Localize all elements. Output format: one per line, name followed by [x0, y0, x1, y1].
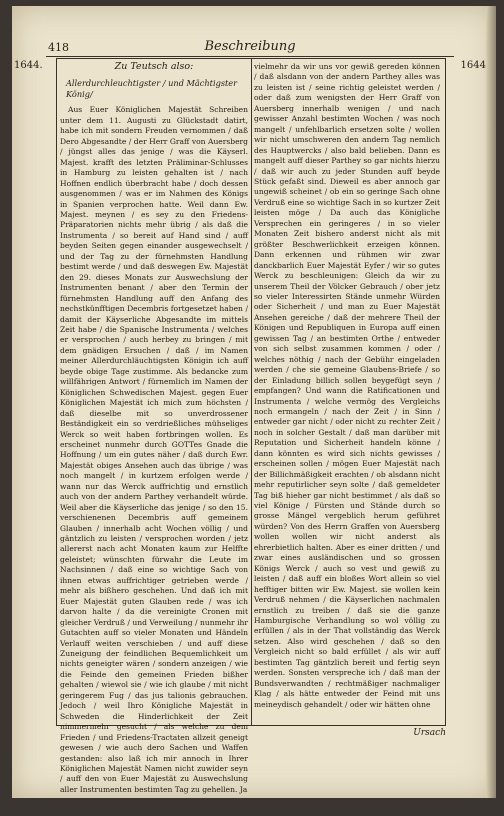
running-title: Beschreibung: [204, 39, 296, 54]
column-divider: [251, 59, 252, 725]
letter-heading: Zu Teutsch also:: [114, 61, 194, 72]
left-column: [60, 61, 248, 794]
letter-salutation: Allerdurchleuchtigster / und Mächtigster König/: [66, 78, 238, 100]
margin-year-right: 1644: [460, 60, 486, 71]
right-column: [254, 62, 440, 722]
page-number: 418: [48, 41, 69, 54]
margin-year-left: 1644.: [14, 60, 43, 71]
left-column-paragraph: Aus Euer Königlichen Majestät Schreiben unter dem 11. Augusti zu Glückstadt datirt, habe ich mit sondern Freuden vernommen / daß Dero Abgesandte / der Herr Graff von Auersberg / jüngst alles das jenige / was die Käyserl. Majest. krafft des letzten Präliminar-Schlusses in Hamburg zu leisten gehalten ist / nach Hoffnen endlich überbracht habe / doch dessen ausgenommen / was er im Nahmen des Königs in Spanien verprochen hatte. Weil dann Ew. Majest. meynen / es sey zu den Friedens-Präparatorien nichts mehr übrig / als daß die Instrumenta / so bereit auf Hand sind / auff beyden Seiten gegen einander ausgewechselt / und der Tag zu der fürnehmsten Handlung bestimt werde / und daß deswegen Ew. Majestät den 29. dieses Monats zur Auswechslung der Instrumenten benant / aber den Termin der fürnehmsten Handlung auff den Anfang des nechstkünfftigen Decembris fortgesetzet haben / damit der Käyserliche Abgesandte im mittels Zeit habe / die Spanische Instrumenta / welches er versprochen / auch herbey zu bringen / mit dem gnädigen Ersuchen / daß / im Namen meiner Allerdurchläuchtigsten Königin ich auff beyde obige Tage zustimme. Als bedancke zum willfährigen Antwort / fürnemlich im Namen der Königlichen Schwedischen Majest. gegen Euer Königlichen Majestät ich mich zum höchsten / daß dieselbe mit so unverdrossener Beständigkeit ein so verdrießliches mühseliges Werck so weit haben fortbringen wollen. Es erscheinet nunmehr durch GOTTes Gnade die Hoffnung / um ein gutes näher / daß durch Ewr. Majestät obiges Ansehen auch das übrige / was noch mangelt / in kurtzem erfolgen werde / wann nur das Werck auffrichtig und ernstlich auch von der andern Parthey verhandelt würde. Weil aber die Käyserliche das jenige / so den 15. verschienenen Decembris auff gemeinem Glauben / innerhalb acht Wochen völlig / und gäntzlich zu leisten / versprochen worden / jetz allererst nach acht Monaten kaum zur Helffte geleistet; wünschten fürwahr die Leute im Nachsinnen / daß eine so wichtige Sach von ihnen etwas auffrichtiger getrieben werde / mehr als bißhero geschehen. Und daß ich mit Euer Majestät guten Glauben rede / was ich darvon halte / da die vereinigte Cronen mit gleicher Verdruß / und Verweilung / nunmehr ihr Gutachten auff so vieler Monaten und Händeln Verlauff weiten verschieben / und auff diese Zuneigung der feindlichen Bequemlichkeit um nichts geneigter wären / sondern anzeigen / wie die Feinde den gemeinen Frieden bißher gehalten / wiewol sie / wie ich glaube / mit nicht geringerem Fug / das jus talionis gebrauchen. Jedoch / weil Ihro Königliche Majestät in Schweden die Hinderlichkeit der Zeit nimmermehr gesucht / als welche zu dem Frieden / und Friedens-Tractaten allzeit geneigt gewesen / wie auch dero Sachen und Waffen gestanden: also laß ich mir annoch in Ihrer Königlichen Majestät Namen nicht zuwider seyn / auff den von Euer Majestät zu Auswechslung aller Instrumenten bestimten Tag zu gehellen. Ja: [60, 105, 248, 794]
catchword: Ursach: [413, 728, 446, 738]
right-column-paragraph: vielmehr da wir uns vor gewiß gereden können / daß alsdann von der andern Parthey alles was zu leisten ist / seine richtig geleistet werden / oder daß zum wenigsten der Herr Graff von Auersberg innerhalb wenigen / und nach gewisser Anzahl bestimten Wochen / was noch mangelt / unfehlbarlich ersetzen solte / wollen wir nicht umschweren den andern Tag nemlich des Hauptwercks / also bald belieben. Dann es mangelt auff dieser Parthey so gar nichts hierzu / daß wir auch zu jeder Stunden auff beyde Stück gefaßt sind. Dieweil es aber annoch gar ungewiß scheinet / ob ein so geringe Sach ohne Verdruß eine so wichtige Sach in so kurtzer Zeit leisten möge / Da auch das Königliche Versprechen ein geringeres / in so vieler Monaten Zeit bishero anderst nicht als mit größter Beschwerlichkeit erzeigen können. Dann erkennen und rühmen wir zwar danckbarlich Euer Majestät Eyfer / wir so gutes Werck zu beschleunigen: Gleich da wir zu unserem Theil der Völcker Gebrauch / ober jetz so vieler Interessirten Stände unmehr Würden oder Sicherheit / und man zu Euer Majestät Ansehen gereiche / daß der mehrere Theil der Königen und Republiquen in Europa auff einen gewissen Tag / an bestimten Orthe / entweder von sich selbst zusammen kommen / oder / welches nöthig / nach der Gebühr eingeladen werden / che sie gemeine Glaubens-Briefe / so der Einladung billich sollen beygefügt seyn / empfangen? Und wann die Ratificationen und Instrumenta / welche vermög des Vergleichs noch ermangeln / nach der Zeit / in Sinn / entweder gar nicht / oder nicht zu rechter Zeit / noch in solcher Gestalt / daß man darüber mit Reputation und Sicherheit handeln könne / dann könnten es wird sich nichts gewisses / erscheinen sollen / mögen Euer Majestät nach der Billichmäßigkeit erachten / ob alsdann nicht mehr reputirlicher seyn solte / daß gemeldeter Tag biß hieher gar nicht bestimmet / als daß so viel Könige / Fürsten und Stände durch so grosse Mängel vergeblich herum geführet würden? Von des Herrn Graffen von Auersberg wollen wollen wir nicht anderst als ehrerbietlich halten. Aber es einer dritten / und zwar eines ausländischen und so grossen Königs Werck / auch so vest und gewiß zu leisten / daß auff ein bloßes Wort allein so viel hefftiger bitten wir Ew. Majest. sie wollen kein Verdruß nehmen / die Käyserlichen nachmalen ernstlich zu treiben / daß sie die ganze Hamburgische Verhandlung so wol völlig zu erfüllen / als in der That vollständig das Werck setzen. Also wird geschehen / daß so den Vergleich nicht so bald erfüllet / als wir auff bestimten Tag gäntzlich bereit und fertig seyn werden. Sonsten verspreche ich / daß man der Bundsverwandten / rechtmäßiger nachmaliger Klag / als hätte entweder der Feind mit uns meineydisch gehandelt / oder wir hätten ohne: [254, 62, 440, 709]
page-spine-edge: [486, 6, 496, 798]
page-header: [46, 40, 454, 57]
